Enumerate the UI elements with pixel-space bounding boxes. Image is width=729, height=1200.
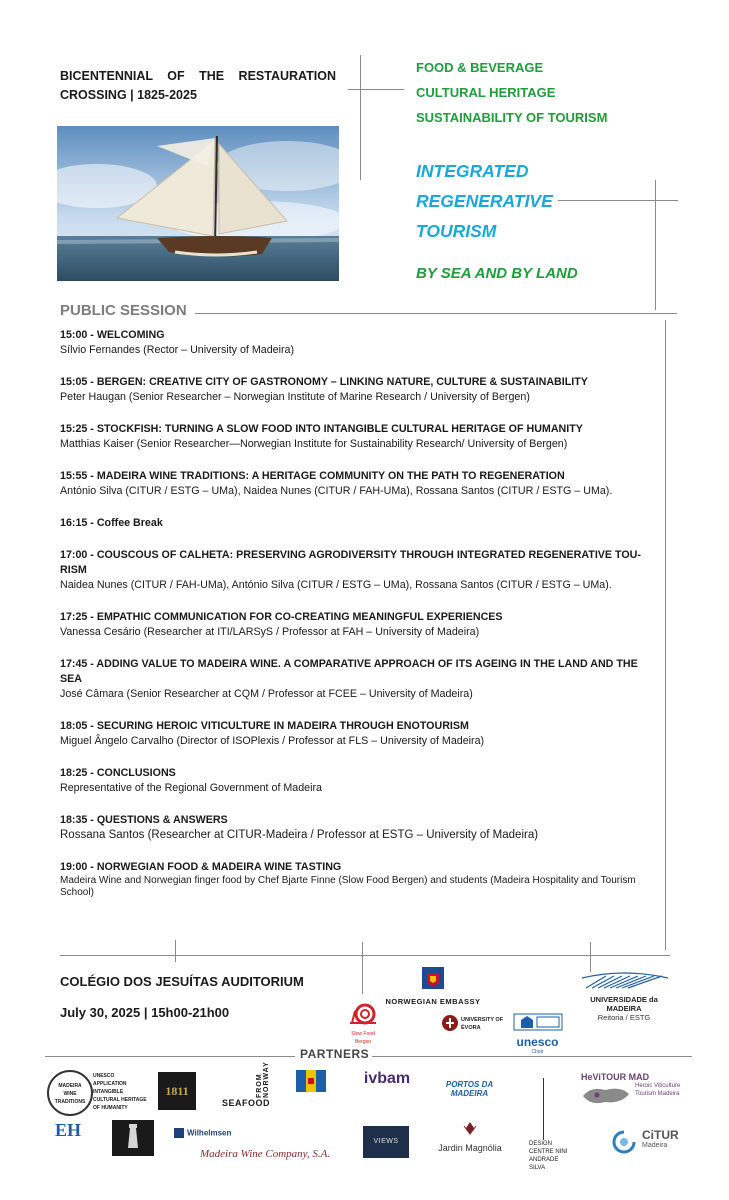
program-item-speakers: Matthias Kaiser (Senior Researcher—Norwegian Institute for Sustainability Research/ University of Bergen): [60, 438, 568, 450]
program-item: [60, 548, 660, 593]
tagline-line: TOURISM: [416, 221, 497, 241]
evora-text: UNIVERSITY OF ÉVORA: [461, 1017, 504, 1031]
partner-mwc-logo: [200, 1148, 350, 1160]
norway-crest-icon: [420, 965, 446, 993]
program-item-speakers: Miguel Ângelo Carvalho (Director of ISOPlexis / Professor at FLS – University of Madeira): [60, 735, 485, 747]
design-centre-text: DESIGN CENTRE NINI ANDRADE SILVA: [529, 1141, 568, 1171]
program-list: [60, 328, 660, 916]
program-item-title: 15:55 - MADEIRA WINE TRADITIONS: A HERITAGE COMMUNITY ON THE PATH TO REGENERATION: [60, 470, 565, 482]
program-item-title: 15:00 - WELCOMING: [60, 329, 165, 341]
snail-icon: [348, 1003, 378, 1025]
partner-wilhelmsen-logo: [174, 1124, 244, 1142]
program-item-title: 18:35 - QUESTIONS & ANSWERS: [60, 814, 228, 826]
norwegian-embassy-text: NORWEGIAN EMBASSY: [385, 997, 481, 1006]
program-item-title: 19:00 - NORWEGIAN FOOD & MADEIRA WINE TASTING: [60, 861, 342, 873]
unesco-temple-icon: [513, 1013, 563, 1031]
program-item: [60, 516, 660, 531]
citur-text: CiTUR: [642, 1128, 679, 1142]
program-item-title: 18:05 - SECURING HEROIC VITICULTURE IN MADEIRA THROUGH ENOTOURISM: [60, 720, 469, 732]
program-item-title: 17:45 - ADDING VALUE TO MADEIRA WINE. A COMPARATIVE APPROACH OF ITS AGEING IN THE LAND AND THE SEA: [60, 658, 638, 685]
divider-horizontal: [195, 313, 677, 314]
magnolia-icon: [460, 1120, 480, 1138]
program-item-speakers: José Câmara (Senior Researcher at CQM / Professor at FCEE – University of Madeira): [60, 688, 473, 700]
hevitour-text: HeViTOUR MAD: [581, 1072, 650, 1082]
partner-unesco-app-text: UNESCO APPLICATION INTANGIBLE CULTURAL HERITAGE OF HUMANITY: [93, 1073, 147, 1111]
program-item-speakers: Representative of the Regional Government of Madeira: [60, 782, 322, 794]
tagline: [416, 156, 553, 246]
partner-madeira-school-logo: [55, 1120, 93, 1158]
evora-crest-icon: [441, 1013, 459, 1033]
theme-sustainability: SUSTAINABILITY OF TOURISM: [416, 110, 608, 125]
theme-food-beverage: FOOD & BEVERAGE: [416, 60, 544, 75]
program-item: [60, 813, 660, 843]
madeira-flag-icon: [296, 1070, 326, 1092]
divider-vertical: [655, 180, 656, 310]
partner-citur-logo: [610, 1128, 690, 1156]
hevitour-sub: Heroic Viticulture Tourism Madeira: [635, 1083, 681, 1097]
event-title: BICENTENNIAL OF THE RESTAURATION CROSSING | 1825-2025: [60, 69, 336, 102]
sailing-ship-photo: [57, 126, 339, 281]
partner-1811-logo: [158, 1072, 196, 1110]
themes-list: [416, 55, 607, 130]
program-item: [60, 860, 660, 899]
program-item-title: 17:25 - EMPATHIC COMMUNICATION FOR CO-CREATING MEANINGFUL EXPERIENCES: [60, 611, 503, 623]
unesco-text: unesco: [516, 1035, 559, 1049]
wilhelmsen-text: Wilhelmsen: [187, 1128, 232, 1138]
slow-food-logo: [345, 1003, 381, 1046]
program-item: [60, 766, 660, 796]
program-item-speakers: Naidea Nunes (CITUR / FAH-UMa), António Silva (CITUR / ESTG – UMa), Rossana Santos (CITUR / ESTG – UMa).: [60, 579, 612, 591]
program-item-speakers: Madeira Wine and Norwegian finger food by Chef Bjarte Finne (Slow Food Bergen) and students (Madeira Hospitality and Tourism School): [60, 875, 636, 898]
slow-food-text: Slow Food Bergen: [351, 1031, 375, 1045]
program-item: [60, 422, 660, 452]
program-item-title: 17:00 - COUSCOUS OF CALHETA: PRESERVING AGRODIVERSITY THROUGH INTEGRATED REGENERATIVE TOU-RISM: [60, 549, 641, 576]
divider-horizontal: [348, 89, 404, 90]
venue: COLÉGIO DOS JESUÍTAS AUDITORIUM: [60, 974, 304, 989]
program-item-title: 16:15 - Coffee Break: [60, 517, 163, 529]
program-item-speakers: Peter Haugan (Senior Researcher – Norwegian Institute of Marine Research / University of Bergen): [60, 391, 530, 403]
program-item-speakers: Vanessa Cesário (Researcher at ITI/LARSyS / Professor at FAH – University of Madeira): [60, 626, 480, 638]
divider-vertical: [665, 320, 666, 950]
lighthouse-icon: [112, 1120, 154, 1156]
unesco-logo: [510, 1013, 565, 1056]
partner-lighthouse-logo: [112, 1120, 154, 1156]
partner-mwt-text: MADEIRA WINE TRADITIONS: [54, 1083, 86, 1105]
mwc-text: Madeira Wine Company, S.A.: [200, 1148, 331, 1160]
program-item: [60, 328, 660, 358]
divider-vertical: [175, 940, 176, 962]
program-item-title: 18:25 - CONCLUSIONS: [60, 767, 176, 779]
citur-icon: [610, 1128, 638, 1156]
partner-portos-logo: [427, 1080, 512, 1098]
divider-horizontal: [60, 955, 670, 956]
partner-views-logo: [363, 1126, 409, 1158]
design-centre-line: [543, 1078, 544, 1140]
partner-jardin-logo: [430, 1120, 510, 1153]
uma-logo: [574, 968, 674, 1022]
ivbam-text: ivbam: [363, 1070, 411, 1087]
divider-vertical: [360, 55, 361, 180]
views-text: VIEWS: [373, 1138, 399, 1145]
program-item: [60, 719, 660, 749]
divider-vertical: [362, 942, 363, 994]
program-item: [60, 469, 660, 499]
jardin-text: Jardin Magnólia: [438, 1143, 502, 1153]
program-item-title: 15:25 - STOCKFISH: TURNING A SLOW FOOD INTO INTANGIBLE CULTURAL HERITAGE OF HUMANITY: [60, 423, 583, 435]
uma-sub: Reitoria / ESTG: [597, 1013, 651, 1022]
program-item-speakers: Rossana Santos (Researcher at CITUR-Madeira / Professor at ESTG – University of Madeira): [60, 829, 539, 841]
partner-mwt-logo: [47, 1070, 93, 1116]
partner-ivbam-logo: [357, 1070, 417, 1088]
program-item: [60, 375, 660, 405]
from-norway-text: FROM NORWAY: [256, 1061, 270, 1098]
program-item: [60, 657, 660, 702]
unesco-chair-text: Chair: [531, 1049, 544, 1055]
school-monogram: EH: [55, 1120, 82, 1140]
tagline-line: REGENERATIVE: [416, 191, 553, 211]
program-item-speakers: António Silva (CITUR / ESTG – UMa), Naidea Nunes (CITUR / FAH-UMa), Rossana Santos (CITUR / ESTG – UMa).: [60, 485, 613, 497]
program-item: [60, 610, 660, 640]
norwegian-embassy-logo: [378, 965, 488, 1006]
divider-horizontal: [558, 200, 678, 201]
partners-label: PARTNERS: [300, 1047, 370, 1061]
event-date: July 30, 2025 | 15h00-21h00: [60, 1005, 230, 1020]
partner-1811-text: 1811: [165, 1084, 189, 1098]
uma-name: UNIVERSIDADE da MADEIRA: [590, 995, 658, 1013]
evora-logo: [441, 1013, 505, 1033]
session-title: PUBLIC SESSION: [60, 302, 187, 319]
program-item-speakers: Sílvio Fernandes (Rector – University of Madeira): [60, 344, 295, 356]
partner-seafood-logo: [220, 1061, 290, 1112]
divider-horizontal: [45, 1056, 295, 1057]
uma-wave-icon: [576, 968, 672, 990]
partner-hevitour-logo: [581, 1072, 691, 1110]
madeira-island-icon: [581, 1082, 631, 1110]
theme-cultural-heritage: CULTURAL HERITAGE: [416, 85, 556, 100]
divider-horizontal: [372, 1056, 692, 1057]
program-item-title: 15:05 - BERGEN: CREATIVE CITY OF GASTRONOMY – LINKING NATURE, CULTURE & SUSTAINABILITY: [60, 376, 588, 388]
seafood-text: SEAFOOD: [222, 1098, 271, 1108]
partner-regional-gov-logo: [296, 1070, 341, 1122]
portos-text: PORTOS DA MADEIRA: [445, 1080, 494, 1098]
citur-sub: Madeira: [642, 1142, 668, 1149]
tagline-line: INTEGRATED: [416, 161, 529, 181]
wilhelmsen-icon: [174, 1128, 184, 1138]
subtitle: BY SEA AND BY LAND: [416, 265, 578, 282]
